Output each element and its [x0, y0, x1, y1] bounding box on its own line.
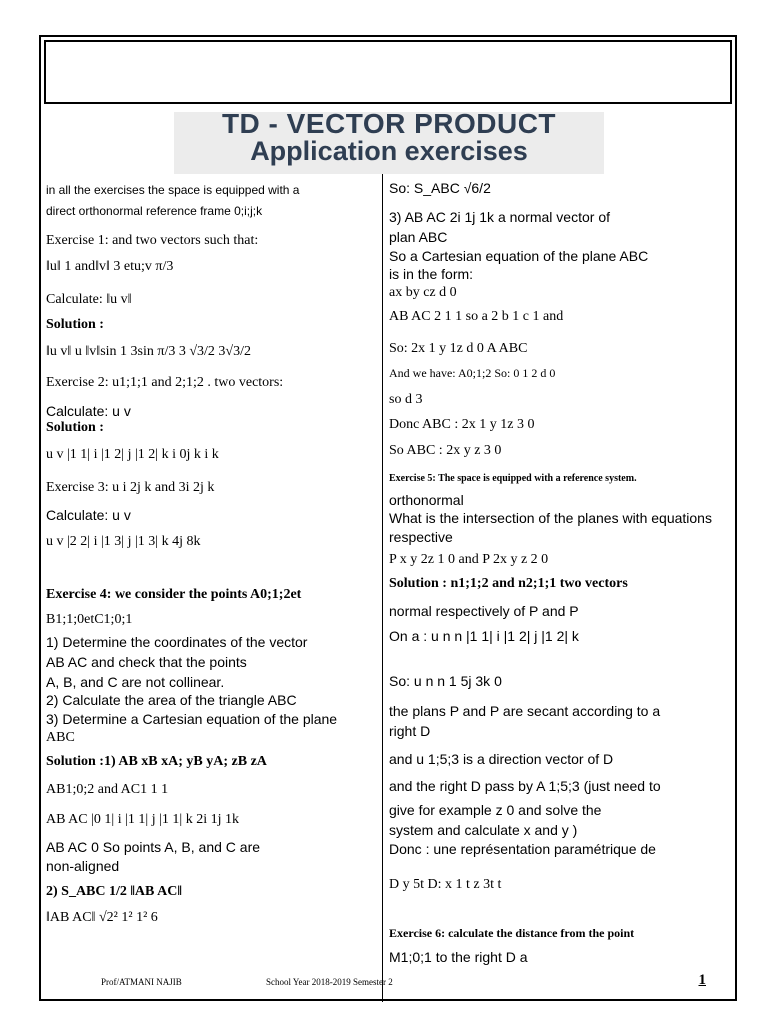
right-column-line: Solution : n1;1;2 and n2;1;1 two vectors — [389, 576, 628, 591]
left-column-line: u v |2 2| i |1 3| j |1 3| k 4j 8k — [46, 534, 201, 549]
right-column-line: Donc : une représentation paramétrique de — [389, 841, 656, 857]
page-number: 1 — [698, 972, 706, 988]
right-column-line: ax by cz d 0 — [389, 285, 457, 300]
right-column-line: Exercise 5: The space is equipped with a reference system. — [389, 473, 637, 484]
left-column-line: Calculate: u v — [46, 507, 131, 523]
right-column-line: Exercise 6: calculate the distance from the point — [389, 926, 635, 940]
left-column-line: AB1;0;2 and AC1 1 1 — [46, 782, 169, 797]
right-column-line: normal respectively of P and P — [389, 603, 579, 619]
left-column-line: in all the exercises the space is equipped with a — [46, 183, 300, 197]
left-column-line: AB AC 0 So points A, B, and C are — [46, 839, 261, 855]
page-title: TD - VECTOR PRODUCT — [221, 108, 557, 139]
left-column-line: Exercise 3: u i 2j k and 3i 2j k — [46, 480, 215, 495]
left-column-line: 1) Determine the coordinates of the vector — [46, 634, 308, 650]
header-frame — [44, 40, 732, 104]
right-column-line: So: S_ABC √6/2 — [389, 180, 491, 196]
right-column-line: and the right D pass by A 1;5;3 (just need to — [389, 778, 661, 794]
left-column-line: Exercise 1: and two vectors such that: — [46, 233, 259, 248]
left-column-line: ABC — [46, 730, 75, 745]
right-column-line: the plans P and P are secant according to a — [389, 703, 661, 719]
right-column-line: So ABC : 2x y z 3 0 — [389, 443, 502, 458]
left-column-line: Solution : — [46, 317, 104, 332]
right-column-line: So a Cartesian equation of the plane ABC — [389, 248, 649, 264]
page-subtitle: Application exercises — [250, 136, 528, 166]
right-column-line: D y 5t D: x 1 t z 3t t — [389, 877, 502, 892]
right-column-line: P x y 2z 1 0 and P 2x y z 2 0 — [389, 552, 549, 567]
left-column-line: 2) Calculate the area of the triangle ABC — [46, 692, 297, 708]
right-column-line: So: 2x 1 y 1z d 0 A ABC — [389, 341, 528, 356]
left-column-line: non-aligned — [46, 858, 120, 874]
left-column-line: Exercise 2: u1;1;1 and 2;1;2 . two vectors: — [46, 375, 284, 390]
footer-year: School Year 2018-2019 Semester 2 — [266, 977, 393, 987]
left-column-line: ‖u‖ 1 and‖v‖ 3 etu;v π/3 — [46, 259, 174, 274]
left-column-line: ‖AB AC‖ √2² 1² 1² 6 — [46, 910, 158, 925]
title-band — [174, 108, 604, 174]
left-column-line: Calculate: u v — [46, 403, 131, 419]
footer-author: Prof/ATMANI NAJIB — [101, 977, 182, 987]
right-column-line: Donc ABC : 2x 1 y 1z 3 0 — [389, 417, 535, 432]
right-column-line: system and calculate x and y ) — [389, 822, 578, 838]
right-column-line: is in the form: — [389, 266, 474, 282]
document-page — [39, 35, 737, 1001]
right-column-line: so d 3 — [389, 392, 423, 407]
left-column-line: AB AC |0 1| i |1 1| j |1 1| k 2i 1j 1k — [46, 812, 239, 827]
right-column-line: plan ABC — [389, 229, 448, 245]
left-column-line: Solution :1) AB xB xA; yB yA; zB zA — [46, 754, 267, 769]
left-column-line: AB AC and check that the points — [46, 654, 247, 670]
right-column-line: AB AC 2 1 1 so a 2 b 1 c 1 and — [389, 309, 564, 324]
right-column-line: So: u n n 1 5j 3k 0 — [389, 673, 502, 689]
left-column-line: u v |1 1| i |1 2| j |1 2| k i 0j k i k — [46, 447, 219, 462]
right-column-line: and u 1;5;3 is a direction vector of D — [389, 751, 614, 767]
right-column-line: On a : u n n |1 1| i |1 2| j |1 2| k — [389, 628, 579, 644]
left-column-line: direct orthonormal reference frame 0;i;j;k — [46, 204, 263, 218]
left-column-line: A, B, and C are not collinear. — [46, 674, 225, 690]
right-column-line: And we have: A0;1;2 So: 0 1 2 d 0 — [389, 366, 556, 380]
left-column-line: Calculate: ‖u v‖ — [46, 292, 132, 307]
left-column-line: 2) S_ABC 1/2 ‖AB AC‖ — [46, 884, 182, 899]
right-column-line: respective — [389, 529, 453, 545]
left-column-line: 3) Determine a Cartesian equation of the plane — [46, 711, 338, 727]
right-column-line: give for example z 0 and solve the — [389, 802, 602, 818]
left-column-line: Solution : — [46, 420, 104, 435]
left-column-line: B1;1;0etC1;0;1 — [46, 612, 133, 627]
right-column-line: What is the intersection of the planes with equations — [389, 510, 712, 526]
column-divider — [382, 174, 383, 1002]
right-column-line: M1;0;1 to the right D a — [389, 949, 528, 965]
left-column-line: Exercise 4: we consider the points A0;1;2et — [46, 587, 302, 602]
right-column-line: orthonormal — [389, 492, 464, 508]
left-column-line: ‖u v‖ u ‖v‖sin 1 3sin π/3 3 √3/2 3√3/2 — [46, 344, 252, 359]
right-column-line: 3) AB AC 2i 1j 1k a normal vector of — [389, 209, 610, 225]
right-column-line: right D — [389, 723, 431, 739]
